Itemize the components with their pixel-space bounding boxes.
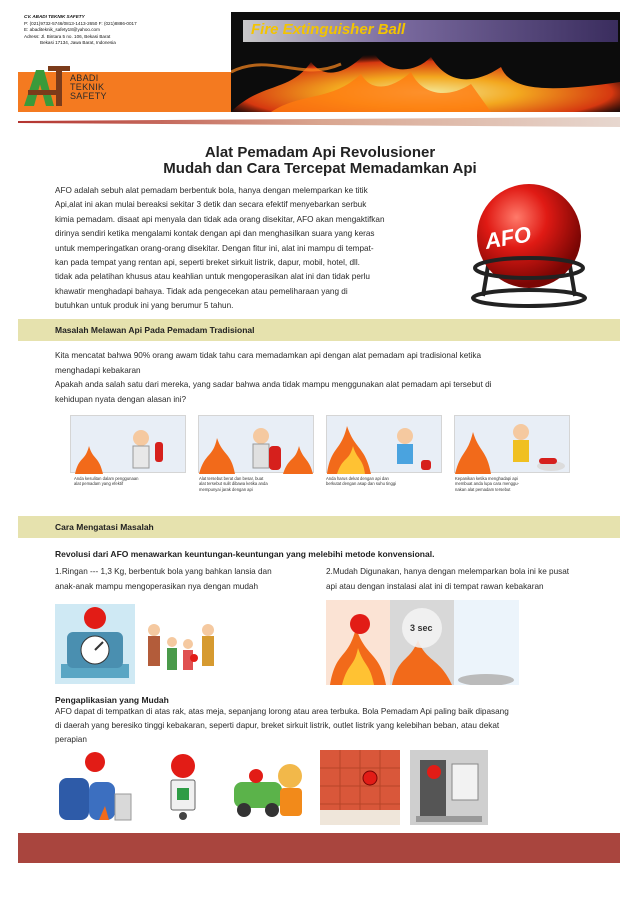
caption-line: berkutat dengan asap dan suhu tinggi [326, 481, 397, 487]
problem-line: kehidupan nyata dengan alasan ini? [55, 394, 187, 404]
page-title-line2: Mudah dan Cara Tercepat Memadamkan Api [163, 160, 477, 177]
company-address-line2: Bekasi 17134, Jawa Barat, Indonesia [40, 40, 116, 46]
section-title-solution: Cara Mengatasi Masalah [55, 522, 154, 532]
logo-text-line3: SAFETY [70, 91, 107, 101]
header-flame-panel [231, 12, 620, 112]
header-banner [18, 12, 620, 112]
company-name: CV. ABADI TEKNIK SAFETY [24, 14, 85, 19]
car-mascot-image [230, 750, 310, 825]
apply-paragraph [55, 705, 615, 747]
intro-line: tidak ada pelatihan khusus atau keahlian untuk mengoperasikan alat ini dan tidak perlu [55, 272, 370, 282]
caption-4 [455, 476, 571, 492]
caption-1 [74, 476, 190, 487]
apply-line: di daerah yang beresiko tinggi kebakaran, seperti dapur, breket sirkuit listrik, outlet listrik yang kelebihan beban, atau dekat [55, 721, 500, 730]
caption-line: alat tersebut sulit dibawa ketika anda [199, 481, 268, 487]
apply-line: AFO dapat di tempatkan di atas rak, atas meja, sepanjang lorong atau area terbuka. Bola Pemadam Api paling baik dipasang [55, 707, 509, 716]
intro-line: khawatir menghadapi bahaya. Tidak ada pengecekan atau pemeliharaan yang di [55, 286, 348, 296]
logo-text-line1: ABADI [70, 73, 99, 83]
header-divider [18, 117, 620, 127]
logo-text-line2: TEKNIK [70, 82, 105, 92]
ball-label: AFO [482, 221, 533, 254]
company-phone: P: (021)9732-5746/0813-1413-2650 F: (021)8886-0017 [24, 20, 137, 26]
point-1-line: 1.Ringan --- 1,3 Kg, berbentuk bola yang bahkan lansia dan [55, 567, 272, 576]
intro-line: Api,alat ini akan mulai bereaksi sekitar 3 detik dan secara efektif menyebarkan serbuk [55, 200, 367, 210]
point-2-line: 2.Mudah Digunakan, hanya dengan melemparkan bola ini ke pusat [326, 567, 570, 576]
caption-line: Anda kesulitan dalam penggunaan [74, 476, 139, 481]
caption-line: nakan alat pemadam tersebut [455, 486, 511, 492]
apply-line: perapian [55, 735, 87, 744]
timer-label: 3 sec [410, 623, 433, 633]
section-bar-solution [18, 516, 620, 538]
point-2 [326, 565, 616, 594]
caption-line: membuat anda lupa cara menggu- [455, 481, 520, 487]
wall-mount-image [145, 750, 220, 825]
problem-paragraph [55, 349, 595, 407]
scene-image-2 [198, 415, 314, 473]
intro-line: untuk memperingatkan orang-orang disekitar. Dengan fitur ini, alat ini mampu di tempat- [55, 243, 374, 253]
caption-line: Alat tersebut berat dan besar, buat [199, 476, 264, 481]
kitchen-gas-image [55, 750, 135, 825]
caption-line: Kepanikan ketika menghadapi api [455, 476, 518, 481]
intro-line: kimia pemadam. disaat api menyala dan tidak ada orang disekitar, AFO akan mengaktifkan [55, 214, 385, 224]
caption-3 [326, 476, 442, 487]
caption-line: Anda harus dekat dengan api dan [326, 476, 389, 481]
intro-line: kan pada tempat yang rentan api, seperti breket sirkuit listrik, dapur, mobil, hotel, dll. [55, 258, 360, 268]
page-title [60, 145, 580, 177]
footer-bar [18, 833, 620, 863]
problem-line: menghadapi kebakaran [55, 365, 141, 375]
problem-line: Kita mencatat bahwa 90% orang awam tidak tahu cara memadamkan api dengan alat pemadam api tradisional ketika [55, 351, 481, 360]
fire-ball-product-image [463, 178, 595, 312]
scene-image-4 [454, 415, 570, 473]
problem-line: Apakah anda salah satu dari mereka, yang sadar bahwa anda tidak mampu menggunakan alat pemadam api tersebut di [55, 380, 492, 390]
caption-line: mempunyai jarak dengan api [199, 486, 253, 492]
section-title-problem: Masalah Melawan Api Pada Pemadam Tradisional [55, 325, 255, 335]
caption-line: alat pemadam yang efektif [74, 481, 124, 487]
scale-image [55, 604, 135, 684]
logo-text [70, 74, 107, 101]
intro-line: AFO adalah sebuh alat pemadam berbentuk bola, hanya dengan melemparkan ke titik [55, 186, 368, 195]
electrical-panel-image [410, 750, 488, 825]
point-1-line: anak-anak mampu mengoperasikan nya dengan mudah [55, 581, 259, 591]
page-title-line1: Alat Pemadam Api Revolusioner [204, 144, 436, 161]
company-info [24, 14, 137, 47]
header-title: Fire Extinguisher Ball [251, 21, 406, 38]
solution-lead: Revolusi dari AFO menawarkan keuntungan-keuntungan yang melebihi metode konvensional. [55, 549, 435, 559]
family-image [142, 618, 222, 680]
wall-tiles-image [320, 750, 400, 825]
point-1 [55, 565, 320, 594]
section-bar-problem [18, 319, 620, 341]
company-email: E: abaditeknik_safety18@yahoo.com [24, 27, 100, 33]
scene-image-1 [70, 415, 186, 473]
point-2-line: api atau dengan instalasi alat ini di tempat rawan kebakaran [326, 581, 544, 591]
company-address-line1: Adress: Jl. Bintara 5 no. 106, Bekasi Barat [24, 33, 111, 39]
fire-sequence-image [326, 600, 519, 685]
company-panel [18, 12, 231, 112]
intro-line: butuhkan untuk produk ini yang berumur 5 tahun. [55, 301, 234, 311]
intro-paragraph [55, 184, 445, 314]
apply-title: Pengaplikasian yang Mudah [55, 695, 169, 705]
caption-2 [199, 476, 315, 492]
scene-image-3 [326, 415, 442, 473]
intro-line: dirinya sendiri ketika mengalami kontak dengan api dan menghasilkan suara yang keras [55, 229, 375, 239]
